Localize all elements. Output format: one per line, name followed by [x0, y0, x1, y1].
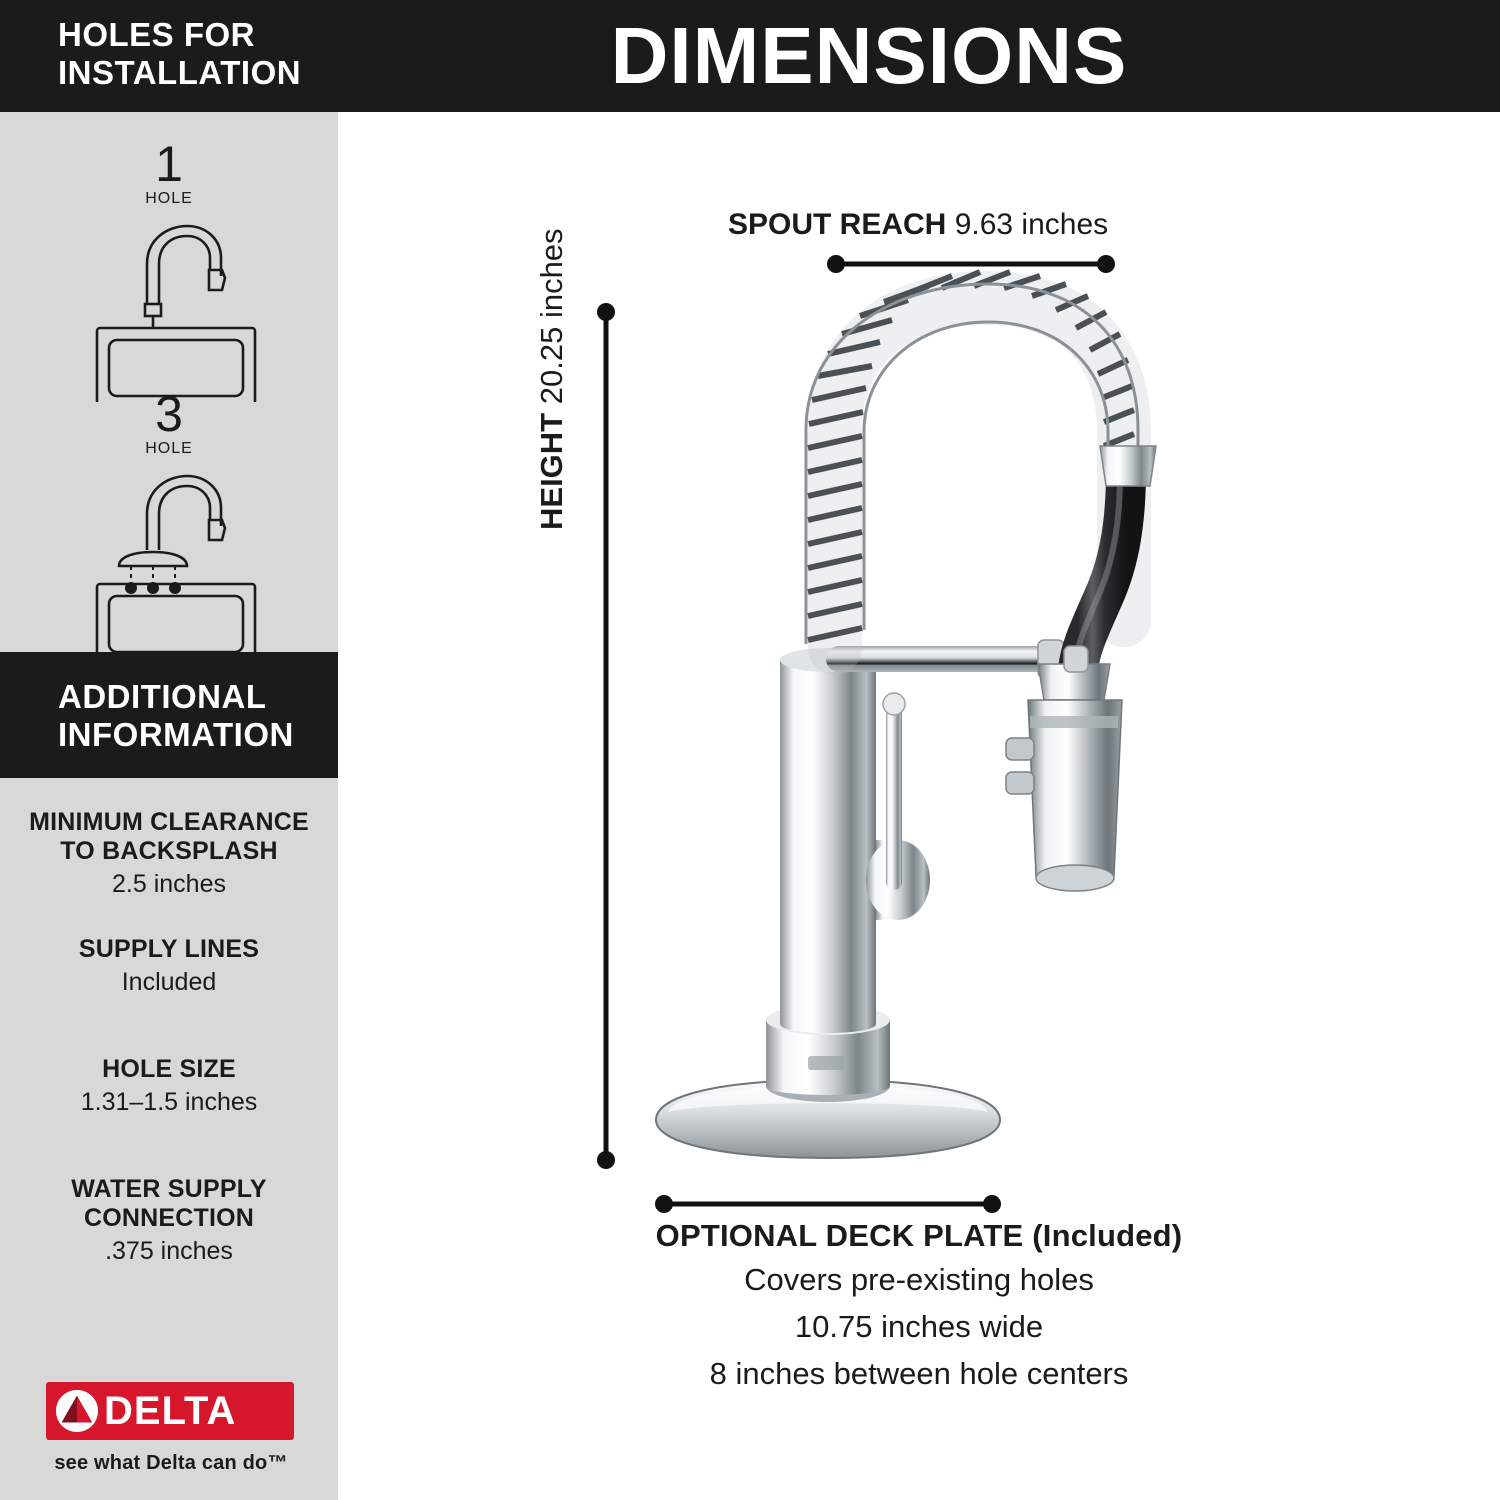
- holes-header-line2: INSTALLATION: [58, 54, 302, 91]
- deck-plate-text-block: [338, 1218, 1500, 1395]
- sidebar-divider: [0, 652, 338, 662]
- page-title: DIMENSIONS: [610, 11, 1128, 100]
- additional-information-header: [0, 662, 338, 778]
- additional-header-line2: INFORMATION: [58, 716, 294, 753]
- info-water-supply-connection: [0, 1175, 338, 1266]
- deck-plate-left-dot: [655, 1195, 673, 1213]
- main-panel: [338, 0, 1500, 1500]
- info-value: Included: [121, 968, 217, 996]
- delta-logo-box: [46, 1382, 294, 1440]
- info-title-line1: SUPPLY LINES: [78, 935, 260, 963]
- sidebar: [0, 0, 338, 1500]
- info-hole-size: [0, 1055, 338, 1117]
- deck-plate-title: OPTIONAL DECK PLATE (Included): [655, 1218, 1183, 1253]
- faucet-column: [780, 648, 876, 1070]
- info-supply-lines: [0, 935, 338, 997]
- delta-triangle-icon: [54, 1388, 100, 1434]
- info-title-line1: HOLE SIZE: [102, 1055, 236, 1083]
- height-bottom-dot: [597, 1151, 615, 1169]
- spring-coil: [835, 298, 1124, 648]
- spout-reach-right-dot: [1097, 255, 1115, 273]
- info-title-line2: TO BACKSPLASH: [60, 837, 278, 865]
- delta-tagline: see what Delta can do™: [54, 1452, 288, 1474]
- spray-mode-button-2: [1006, 772, 1034, 794]
- info-value: 1.31–1.5 inches: [80, 1088, 258, 1116]
- info-title-line1: WATER SUPPLY: [71, 1175, 267, 1203]
- delta-logo: [46, 1382, 296, 1475]
- height-title: HEIGHT: [534, 412, 569, 530]
- info-value: .375 inches: [105, 1237, 233, 1265]
- arm-connector: [1064, 646, 1088, 672]
- hole-option-3: [0, 386, 338, 652]
- spout-reach-left-dot: [827, 255, 845, 273]
- info-value: 2.5 inches: [112, 870, 226, 898]
- hole-count-1: 1: [155, 136, 183, 192]
- hole-option-1: [0, 136, 338, 402]
- sink-one-hole-icon: [0, 212, 338, 402]
- additional-header-line1: ADDITIONAL: [58, 678, 267, 715]
- spray-head: [1006, 664, 1122, 891]
- info-title-line2: CONNECTION: [83, 1204, 255, 1232]
- sink-three-hole-icon: [0, 462, 338, 652]
- delta-wordmark: DELTA: [104, 1388, 237, 1433]
- height-value: 20.25 inches: [534, 228, 569, 405]
- height-top-dot: [597, 303, 615, 321]
- deck-plate-line1: Covers pre-existing holes: [744, 1262, 1094, 1297]
- faucet-illustration: [656, 272, 1156, 1158]
- info-minimum-clearance: [0, 808, 338, 899]
- holes-for-installation-header: [0, 0, 338, 112]
- hole-label-3: HOLE: [145, 440, 193, 457]
- spout-reach-title: SPOUT REACH: [728, 208, 947, 241]
- spray-mode-button-1: [1006, 738, 1034, 760]
- hose-collar: [1100, 446, 1156, 486]
- deck-plate-line3: 8 inches between hole centers: [709, 1356, 1129, 1391]
- info-title-line1: MINIMUM CLEARANCE: [29, 808, 309, 836]
- deck-plate-line2: 10.75 inches wide: [794, 1309, 1044, 1344]
- hole-count-3: 3: [155, 386, 183, 442]
- holes-header-line1: HOLES FOR: [58, 16, 256, 53]
- hole-label-1: HOLE: [145, 190, 193, 207]
- deck-plate-right-dot: [983, 1195, 1001, 1213]
- spout-reach-value: 9.63 inches: [954, 208, 1109, 241]
